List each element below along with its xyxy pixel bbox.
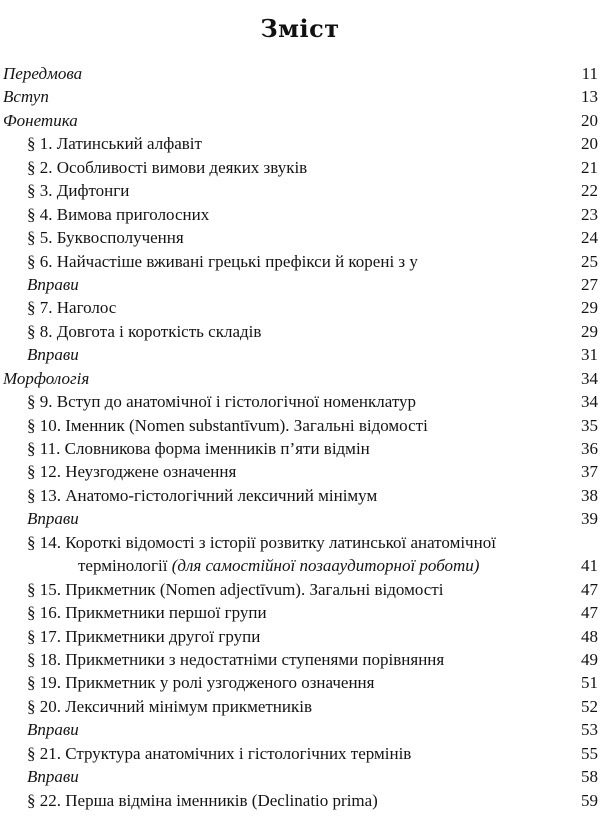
toc-label: § 19. Прикметник у ролі узгодженого означення	[27, 673, 375, 693]
toc-page: 23	[581, 204, 598, 224]
toc-label: § 6. Найчастіше вживані грецькі префікси й корені з у	[27, 251, 418, 271]
toc-label: Вправи	[27, 274, 79, 294]
toc-page: 27	[581, 274, 598, 294]
toc-page: 34	[581, 368, 598, 388]
toc-page: 22	[581, 181, 598, 201]
toc-page: 13	[581, 87, 598, 107]
toc-page: 21	[581, 157, 598, 177]
toc-page: 20	[581, 110, 598, 130]
toc-page: 59	[581, 790, 598, 810]
toc-label: Передмова	[3, 64, 83, 83]
toc-entry[interactable]	[0, 484, 600, 507]
toc-entry-exercises[interactable]	[0, 343, 600, 366]
toc-label: Вправи	[27, 509, 79, 529]
toc-entry[interactable]	[0, 296, 600, 319]
toc-entry[interactable]	[0, 648, 600, 671]
toc-page: 37	[581, 462, 598, 482]
toc-label: § 2. Особливості вимови деяких звуків	[27, 157, 308, 177]
toc-entry[interactable]	[0, 156, 600, 179]
toc-entry[interactable]	[0, 414, 600, 437]
toc-page: 39	[581, 509, 598, 529]
toc-label: § 22. Перша відміна іменників (Declinatio prima)	[27, 790, 378, 810]
toc-label: Вправи	[27, 345, 79, 365]
toc-entry-exercises[interactable]	[0, 718, 600, 741]
toc-label: § 9. Вступ до анатомічної і гістологічної номенклатур	[27, 392, 417, 412]
toc-entry[interactable]	[0, 390, 600, 413]
toc-label: § 1. Латинський алфавіт	[27, 134, 202, 154]
toc-entry[interactable]	[0, 179, 600, 202]
toc-entry-foreword[interactable]	[0, 62, 600, 85]
toc-page: 29	[581, 321, 598, 341]
toc-entry[interactable]	[0, 203, 600, 226]
toc-note: (для самостійної позааудиторної роботи)	[171, 556, 480, 576]
toc-entry[interactable]	[0, 789, 600, 812]
toc-page: 55	[581, 743, 598, 763]
toc-label: Вступ	[3, 87, 49, 107]
toc-label: Морфологія	[3, 368, 90, 388]
toc-label-continuation: термінології	[78, 556, 168, 576]
toc-page: 20	[581, 134, 598, 154]
toc-page: 51	[581, 673, 598, 693]
toc-page: 48	[581, 626, 598, 646]
toc-page: 49	[581, 649, 598, 669]
toc-page: 34	[581, 392, 598, 412]
toc-page: 29	[581, 298, 598, 318]
toc-label: Вправи	[27, 720, 79, 740]
toc-entry[interactable]	[0, 531, 600, 578]
toc-page: 47	[581, 579, 598, 599]
toc-label: § 4. Вимова приголосних	[27, 204, 210, 224]
toc-entry[interactable]	[0, 742, 600, 765]
toc-page: 38	[581, 485, 598, 505]
toc-label	[27, 531, 496, 578]
toc-entry[interactable]	[0, 601, 600, 624]
toc-entry-morphology[interactable]	[0, 367, 600, 390]
toc-entry[interactable]	[0, 625, 600, 648]
toc-label: Вправи	[27, 767, 79, 787]
toc-label: § 17. Прикметники другої групи	[27, 626, 261, 646]
table-of-contents	[0, 62, 600, 812]
toc-page: 35	[581, 415, 598, 435]
toc-entry[interactable]	[0, 578, 600, 601]
toc-label: § 15. Прикметник (Nomen adjectīvum). Загальні відомості	[27, 579, 444, 599]
toc-entry[interactable]	[0, 437, 600, 460]
toc-page: 47	[581, 603, 598, 623]
toc-entry-exercises[interactable]	[0, 273, 600, 296]
toc-entry[interactable]	[0, 320, 600, 343]
toc-label: § 8. Довгота і короткість складів	[27, 321, 262, 341]
toc-page: 31	[581, 345, 598, 365]
toc-page: 41	[581, 556, 598, 576]
toc-label: § 3. Дифтонги	[27, 181, 130, 201]
toc-page: 24	[581, 228, 598, 248]
toc-entry[interactable]	[0, 671, 600, 694]
toc-entry[interactable]	[0, 226, 600, 249]
toc-entry-introduction[interactable]	[0, 85, 600, 108]
toc-entry-exercises[interactable]	[0, 765, 600, 788]
toc-page: 11	[581, 64, 598, 83]
toc-label-line1: § 14. Короткі відомості з історії розвитку латинської анатомічної	[27, 532, 496, 552]
toc-label: § 12. Неузгоджене означення	[27, 462, 237, 482]
page-title: Зміст	[260, 14, 340, 43]
toc-entry[interactable]	[0, 695, 600, 718]
toc-page: 52	[581, 696, 598, 716]
toc-label: § 16. Прикметники першої групи	[27, 603, 267, 623]
toc-page: 53	[581, 720, 598, 740]
toc-label: § 5. Буквосполучення	[27, 228, 184, 248]
toc-page: 58	[581, 767, 598, 787]
toc-label: § 20. Лексичний мінімум прикметників	[27, 696, 313, 716]
toc-label: § 7. Наголос	[27, 298, 117, 318]
toc-entry-exercises[interactable]	[0, 507, 600, 530]
toc-label: § 11. Словникова форма іменників п’яти відмін	[27, 439, 370, 458]
toc-label: § 18. Прикметники з недостатніми ступенями порівняння	[27, 649, 445, 669]
toc-page: 25	[581, 251, 598, 271]
toc-label-line2	[27, 554, 496, 577]
toc-label: Фонетика	[3, 110, 78, 130]
toc-entry[interactable]	[0, 460, 600, 483]
toc-entry-phonetics[interactable]	[0, 109, 600, 132]
toc-label: § 10. Іменник (Nomen substantīvum). Загальні відомості	[27, 415, 428, 435]
toc-entry[interactable]	[0, 132, 600, 155]
toc-entry[interactable]	[0, 250, 600, 273]
toc-label: § 13. Анатомо-гістологічний лексичний мінімум	[27, 485, 378, 505]
toc-label: § 21. Структура анатомічних і гістологічних термінів	[27, 743, 412, 763]
toc-page: 36	[581, 439, 598, 458]
